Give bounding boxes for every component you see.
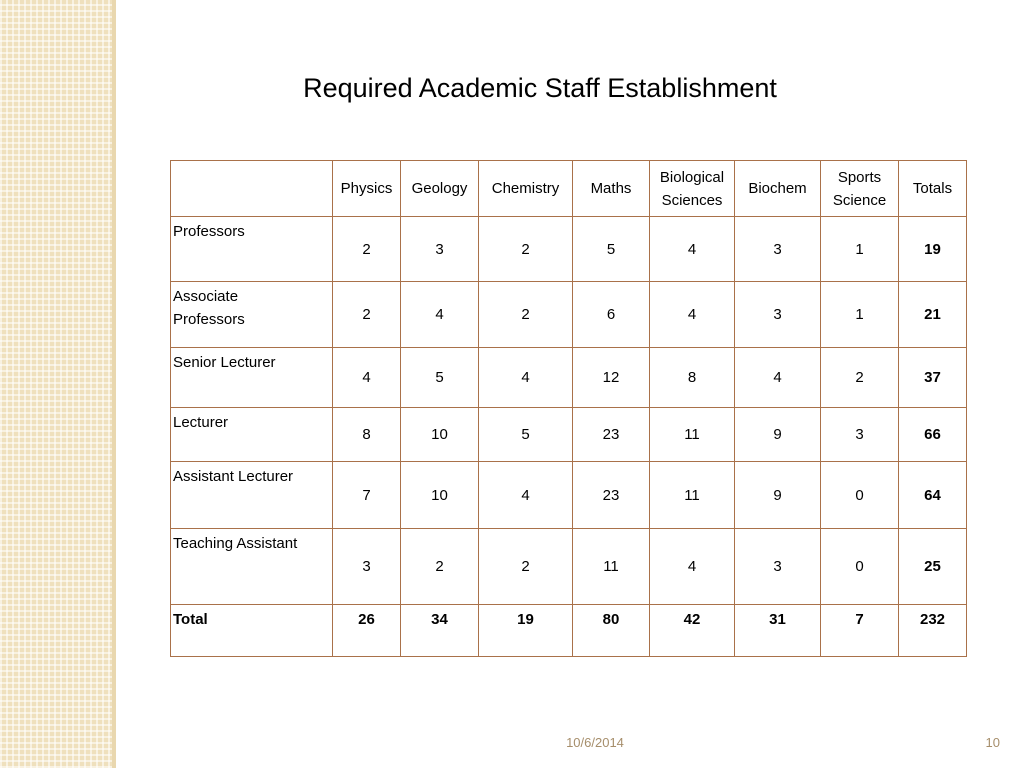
total-row [171, 605, 967, 657]
total-row-label: Total [171, 605, 333, 657]
header-sports-line-1: Sports [837, 168, 882, 186]
total-biochem: 31 [735, 605, 821, 657]
cell-physics: 7 [333, 462, 401, 529]
row-label [171, 217, 333, 282]
cell-chemistry: 2 [479, 282, 573, 348]
header-row [171, 161, 967, 217]
header-biological-sciences [650, 161, 735, 217]
header-geology: Geology [401, 161, 479, 217]
decorative-side-rule [112, 0, 116, 768]
cell-biological: 11 [650, 408, 735, 462]
cell-geology: 3 [401, 217, 479, 282]
cell-biochem: 3 [735, 529, 821, 605]
slide-title: Required Academic Staff Establishment [303, 73, 777, 103]
row-label-line-1: Teaching Assistant [173, 535, 298, 552]
header-maths: Maths [573, 161, 650, 217]
row-label-line-1: Lecturer [173, 414, 229, 431]
header-totals: Totals [899, 161, 967, 217]
cell-biochem: 3 [735, 217, 821, 282]
table-row [171, 348, 967, 408]
cell-row-total: 25 [899, 529, 967, 605]
table-row [171, 462, 967, 529]
slide-page-number: 10 [985, 735, 1000, 750]
total-maths: 80 [573, 605, 650, 657]
cell-geology: 10 [401, 462, 479, 529]
cell-sports: 3 [821, 408, 899, 462]
cell-biological: 4 [650, 217, 735, 282]
header-blank-cell [171, 161, 333, 217]
total-chemistry: 19 [479, 605, 573, 657]
header-chemistry: Chemistry [479, 161, 573, 217]
cell-maths: 6 [573, 282, 650, 348]
cell-physics: 4 [333, 348, 401, 408]
cell-chemistry: 4 [479, 348, 573, 408]
row-label-line-1: Professors [173, 223, 245, 240]
row-label-line-1: Associate [173, 288, 239, 305]
staff-establishment-table [170, 160, 967, 657]
table-row [171, 529, 967, 605]
cell-physics: 3 [333, 529, 401, 605]
cell-biological: 8 [650, 348, 735, 408]
header-sports-line-2: Science [832, 191, 887, 209]
cell-chemistry: 5 [479, 408, 573, 462]
cell-sports: 1 [821, 217, 899, 282]
header-biological-line-2: Sciences [661, 191, 723, 209]
cell-row-total: 19 [899, 217, 967, 282]
header-biological-line-1: Biological [659, 168, 725, 186]
cell-sports: 0 [821, 462, 899, 529]
cell-sports: 1 [821, 282, 899, 348]
cell-row-total: 66 [899, 408, 967, 462]
cell-sports: 0 [821, 529, 899, 605]
cell-geology: 2 [401, 529, 479, 605]
cell-biochem: 9 [735, 462, 821, 529]
cell-row-total: 37 [899, 348, 967, 408]
cell-physics: 2 [333, 282, 401, 348]
header-sports-science [821, 161, 899, 217]
row-label [171, 348, 333, 408]
cell-geology: 4 [401, 282, 479, 348]
cell-maths: 23 [573, 462, 650, 529]
cell-maths: 23 [573, 408, 650, 462]
cell-chemistry: 2 [479, 529, 573, 605]
total-geology: 34 [401, 605, 479, 657]
row-label [171, 462, 333, 529]
cell-maths: 12 [573, 348, 650, 408]
row-label [171, 408, 333, 462]
total-physics: 26 [333, 605, 401, 657]
header-physics: Physics [333, 161, 401, 217]
cell-maths: 11 [573, 529, 650, 605]
decorative-side-pattern [0, 0, 112, 768]
cell-biological: 4 [650, 282, 735, 348]
total-sports: 7 [821, 605, 899, 657]
row-label [171, 529, 333, 605]
cell-geology: 5 [401, 348, 479, 408]
cell-biochem: 4 [735, 348, 821, 408]
table-row [171, 282, 967, 348]
cell-biological: 11 [650, 462, 735, 529]
slide-date: 10/6/2014 [566, 735, 624, 750]
total-biological: 42 [650, 605, 735, 657]
row-label-line-1: Assistant Lecturer [173, 468, 294, 485]
cell-biochem: 9 [735, 408, 821, 462]
cell-biochem: 3 [735, 282, 821, 348]
cell-chemistry: 2 [479, 217, 573, 282]
cell-chemistry: 4 [479, 462, 573, 529]
cell-sports: 2 [821, 348, 899, 408]
cell-maths: 5 [573, 217, 650, 282]
cell-biological: 4 [650, 529, 735, 605]
cell-row-total: 64 [899, 462, 967, 529]
table-row [171, 408, 967, 462]
cell-geology: 10 [401, 408, 479, 462]
row-label-line-1: Senior Lecturer [173, 354, 276, 371]
row-label-line-2: Professors [173, 311, 245, 328]
total-grand: 232 [899, 605, 967, 657]
cell-row-total: 21 [899, 282, 967, 348]
cell-physics: 8 [333, 408, 401, 462]
header-biochem: Biochem [735, 161, 821, 217]
cell-physics: 2 [333, 217, 401, 282]
table-row [171, 217, 967, 282]
row-label [171, 282, 333, 348]
